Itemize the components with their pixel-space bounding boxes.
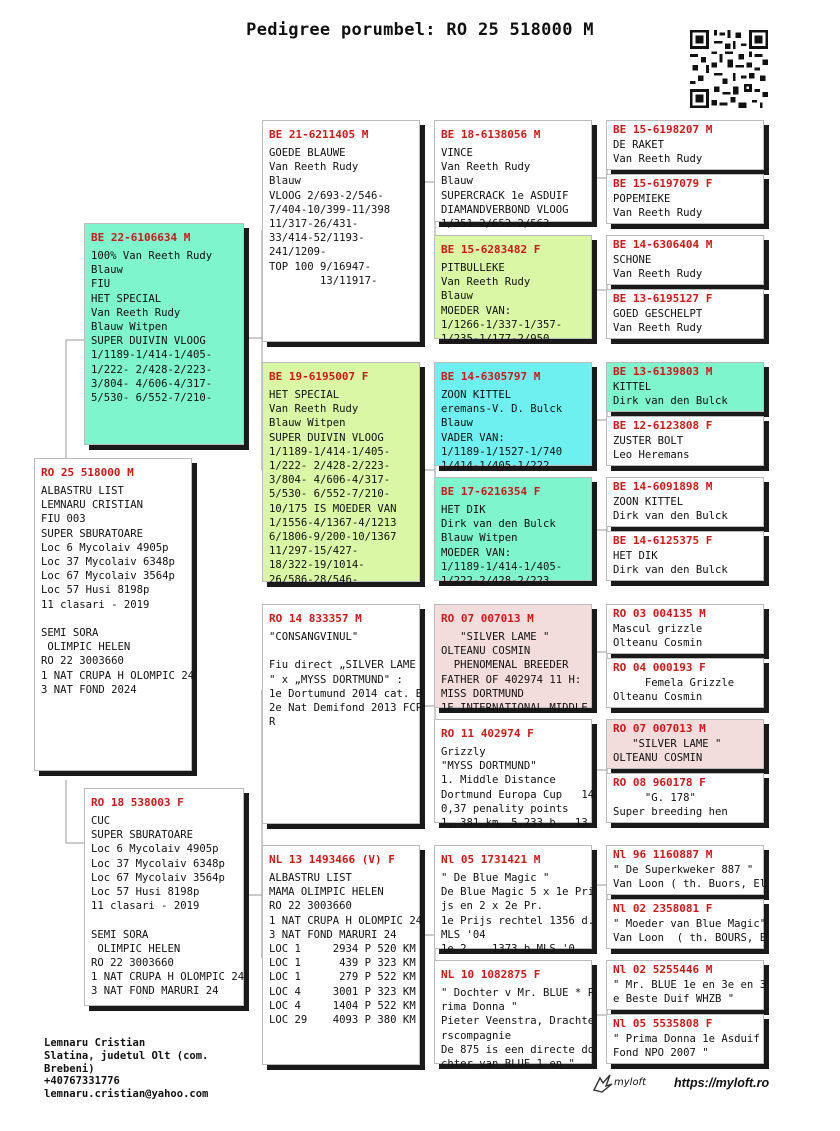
- ring-id: NL 13 1493466 (V) F: [269, 853, 395, 866]
- sire-description: 100% Van Reeth Rudy Blauw FIU HET SPECIAL Van Reeth Rudy Blauw Witpen SUPER DUIVIN VLOOG 1/1189-1/414-1/405- 1/222- 2/428-2/223- 3/804- 4/606-4/317- 5/530- 6/552-7/210-: [91, 250, 213, 405]
- ring-id: BE 13-6195127 F: [613, 292, 713, 305]
- great-grandparent-card[interactable]: [434, 845, 595, 956]
- ring-id: RO 08 960178 F: [613, 776, 706, 789]
- owner-contact: Lemnaru Cristian Slatina, judetul Olt (com. Brebeni) +40767331776 lemnaru.cristian@yahoo.com: [44, 1037, 209, 1101]
- pigeon-description: "SILVER LAME " OLTEANU COSMIN: [613, 738, 722, 765]
- ring-id: BE 15-6283482 F: [441, 243, 541, 256]
- ring-id: RO 07 007013 M: [441, 612, 534, 625]
- grandparent-card[interactable]: [262, 362, 420, 586]
- grandparent-card[interactable]: [262, 120, 420, 342]
- ring-id: BE 21-6211405 M: [269, 128, 369, 141]
- subject-ring-id: RO 25 518000 M: [41, 466, 134, 479]
- pigeon-description: " Dochter v Mr. BLUE * P rima Donna " Pieter Veenstra, Drachte rscompagnie De 875 is een directe do chter van BLUE 1 en ": [441, 987, 595, 1071]
- ring-id: BE 18-6138056 M: [441, 128, 541, 141]
- ring-id: Nl 05 5535808 F: [613, 1017, 713, 1030]
- dam-ring-id: RO 18 538003 F: [91, 796, 184, 809]
- ancestor-card[interactable]: [606, 899, 767, 949]
- pigeon-description: " Moeder van Blue Magic" Van Loon ( th. BOURS, E: [613, 918, 767, 945]
- ring-id: RO 07 007013 M: [613, 722, 706, 735]
- ring-id: RO 04 000193 F: [613, 661, 706, 674]
- ring-id: BE 14-6091898 M: [613, 480, 713, 493]
- sire-card[interactable]: [84, 223, 244, 445]
- ring-id: Nl 96 1160887 M: [613, 848, 713, 861]
- great-grandparent-card[interactable]: [434, 604, 592, 715]
- dam-description: CUC SUPER SBURATOARE Loc 6 Mycolaiv 4905p Loc 37 Mycolaiv 6348p Loc 67 Mycolaiv 3564p Loc 57 Husi 8198p 11 clasari - 2019 SEMI SORA OLIMPIC HELEN RO 22 3003660 1 NAT CRUPA H OLOMPIC 24 3 NAT FOND MARURI 24: [91, 815, 245, 998]
- pigeon-description: HET DIK Dirk van den Bulck Blauw Witpen MOEDER VAN: 1/1189-1/414-1/405- 1/222-2/428-2/223: [441, 504, 563, 588]
- ring-id: Nl 02 5255446 M: [613, 963, 713, 976]
- pigeon-description: ALBASTRU LIST MAMA OLIMPIC HELEN RO 22 3003660 1 NAT CRUPA H OLOMPIC 24 3 NAT FOND MARURI 24 LOC 1 2934 P 520 KM LOC 1 439 P 323 KM LOC 1 279 P 522 KM LOC 4 3001 P 323 KM LOC 4 1404 P 522 KM LOC 29 4093 P 380 KM: [269, 872, 423, 1027]
- ring-id: RO 11 402974 F: [441, 727, 534, 740]
- pigeon-description: POPEMIEKE Van Reeth Rudy: [613, 193, 703, 220]
- pigeon-description: GOED GESCHELPT Van Reeth Rudy: [613, 308, 703, 335]
- pigeon-description: DE RAKET Van Reeth Rudy: [613, 139, 703, 166]
- ancestor-card[interactable]: [606, 174, 764, 224]
- ancestor-card[interactable]: [606, 477, 764, 527]
- dam-card[interactable]: [84, 788, 244, 1006]
- great-grandparent-card[interactable]: [434, 235, 592, 346]
- pigeon-description: ZOON KITTEL Dirk van den Bulck: [613, 496, 728, 523]
- pigeon-description: Mascul grizzle Olteanu Cosmin: [613, 623, 703, 650]
- pigeon-description: "SILVER LAME " OLTEANU COSMIN PHENOMENAL BREEDER FATHER OF 402974 11 H: MISS DORTMUND 1E INTERNATIONAL MIDDLE: [441, 631, 588, 715]
- pigeon-description: " De Superkweker 887 " Van Loon ( th. Buors, El: [613, 864, 767, 891]
- qr-code-icon: [690, 30, 768, 108]
- ancestor-card[interactable]: [606, 604, 764, 654]
- ancestor-card[interactable]: [606, 773, 764, 823]
- pigeon-description: PITBULLEKE Van Reeth Rudy Blauw MOEDER VAN: 1/1266-1/337-1/357- 1/235-1/177-2/950: [441, 262, 563, 346]
- grandparent-card[interactable]: [262, 604, 423, 824]
- pigeon-description: KITTEL Dirk van den Bulck: [613, 381, 728, 408]
- pigeon-description: " Mr. BLUE 1e en 3e en 3 e Beste Duif WHZB ": [613, 979, 767, 1006]
- great-grandparent-card[interactable]: [434, 362, 592, 473]
- connector-subject-sire: [66, 340, 86, 465]
- ancestor-card[interactable]: [606, 658, 764, 708]
- ring-id: BE 17-6216354 F: [441, 485, 541, 498]
- pigeon-description: ZOON KITTEL eremans-V. D. Bulck Blauw VADER VAN: 1/1189-1/1527-1/740 1/414-1/405-1/222: [441, 389, 563, 473]
- brand-logo-text: myloft: [614, 1077, 646, 1088]
- subject-card[interactable]: [34, 458, 195, 771]
- ring-id: BE 19-6195007 F: [269, 370, 369, 383]
- pigeon-description: Grizzly "MYSS DORTMUND" 1. Middle Distance Dortmund Europa Cup 14 0,37 penality points 1. 381 km 5.233 b. 13: [441, 746, 595, 830]
- pigeon-description: HET DIK Dirk van den Bulck: [613, 550, 728, 577]
- ring-id: BE 14-6125375 F: [613, 534, 713, 547]
- pigeon-logo-icon: [592, 1072, 614, 1094]
- great-grandparent-card[interactable]: [434, 120, 592, 231]
- ring-id: BE 14-6306404 M: [613, 238, 713, 251]
- ancestor-card[interactable]: [606, 1014, 764, 1064]
- pigeon-description: GOEDE BLAUWE Van Reeth Rudy Blauw VLOOG 2/693-2/546- 7/404-10/399-11/398 11/317-26/431- 33/414-52/1193- 241/1209- TOP 100 9/16947- 13/11917-: [269, 147, 391, 287]
- ancestor-card[interactable]: [606, 235, 764, 285]
- ring-id: Nl 05 1731421 M: [441, 853, 541, 866]
- ring-id: RO 03 004135 M: [613, 607, 706, 620]
- ancestor-card[interactable]: [606, 719, 764, 769]
- great-grandparent-card[interactable]: [434, 719, 595, 830]
- pigeon-description: VINCE Van Reeth Rudy Blauw SUPERCRACK 1e ASDUIF DIAMANDVERBOND VLOOG 1/351-2/652-2/563: [441, 147, 569, 231]
- great-grandparent-card[interactable]: [434, 960, 595, 1071]
- ancestor-card[interactable]: [606, 416, 764, 466]
- ring-id: BE 15-6197079 F: [613, 177, 713, 190]
- ring-id: BE 15-6198207 M: [613, 123, 713, 136]
- ring-id: BE 12-6123808 F: [613, 419, 713, 432]
- ancestor-card[interactable]: [606, 960, 767, 1010]
- ring-id: Nl 02 2358081 F: [613, 902, 713, 915]
- ring-id: BE 13-6139803 M: [613, 365, 713, 378]
- ring-id: BE 14-6305797 M: [441, 370, 541, 383]
- pigeon-description: Femela Grizzle Olteanu Cosmin: [613, 677, 735, 704]
- grandparent-card[interactable]: [262, 845, 423, 1065]
- page-title: Pedigree porumbel: RO 25 518000 M: [246, 20, 594, 40]
- connector-subject-dam: [66, 780, 86, 843]
- pigeon-description: ZUSTER BOLT Leo Heremans: [613, 435, 690, 462]
- pigeon-description: " De Blue Magic " De Blue Magic 5 x 1e Pri js en 2 x 2e Pr. 1e Prijs rechtel 1356 d. MLS '04 1e 2 1373 b MLS '0: [441, 872, 595, 956]
- pigeon-description: SCHONE Van Reeth Rudy: [613, 254, 703, 281]
- ring-id: RO 14 833357 M: [269, 612, 362, 625]
- ancestor-card[interactable]: [606, 120, 764, 170]
- ancestor-card[interactable]: [606, 531, 764, 581]
- pigeon-description: "CONSANGVINUL" Fiu direct „SILVER LAME " x „MYSS DORTMUND" : 1e Dortumund 2014 cat. B 2e Nat Demifond 2013 FCP R: [269, 631, 423, 729]
- pigeon-description: " Prima Donna 1e Asduif Fond NPO 2007 ": [613, 1033, 760, 1060]
- brand-website-link[interactable]: https://myloft.ro: [674, 1076, 770, 1090]
- ancestor-card[interactable]: [606, 362, 764, 412]
- ring-id: NL 10 1082875 F: [441, 968, 541, 981]
- great-grandparent-card[interactable]: [434, 477, 592, 588]
- pigeon-description: HET SPECIAL Van Reeth Rudy Blauw Witpen SUPER DUIVIN VLOOG 1/1189-1/414-1/405- 1/222- 2/428-2/223- 3/804- 4/606-4/317- 5/530- 6/552-7/210- 10/175 IS MOEDER VAN 1/1556-4/1367-4/1213 6/1806-9/200-10/1367 11/297-15/427- 18/322-19/1014- 26/586-28/546-: [269, 389, 397, 586]
- pigeon-description: "G. 178" Super breeding hen: [613, 792, 728, 819]
- subject-description: ALBASTRU LIST LEMNARU CRISTIAN FIU 003 SUPER SBURATOARE Loc 6 Mycolaiv 4905p Loc 37 Mycolaiv 6348p Loc 67 Mycolaiv 3564p Loc 57 Husi 8198p 11 clasari - 2019 SEMI SORA OLIMPIC HELEN RO 22 3003660 1 NAT CRUPA H OLOMPIC 24 3 NAT FOND 2024: [41, 485, 195, 696]
- ancestor-card[interactable]: [606, 289, 764, 339]
- ancestor-card[interactable]: [606, 845, 767, 895]
- sire-ring-id: BE 22-6106634 M: [91, 231, 191, 244]
